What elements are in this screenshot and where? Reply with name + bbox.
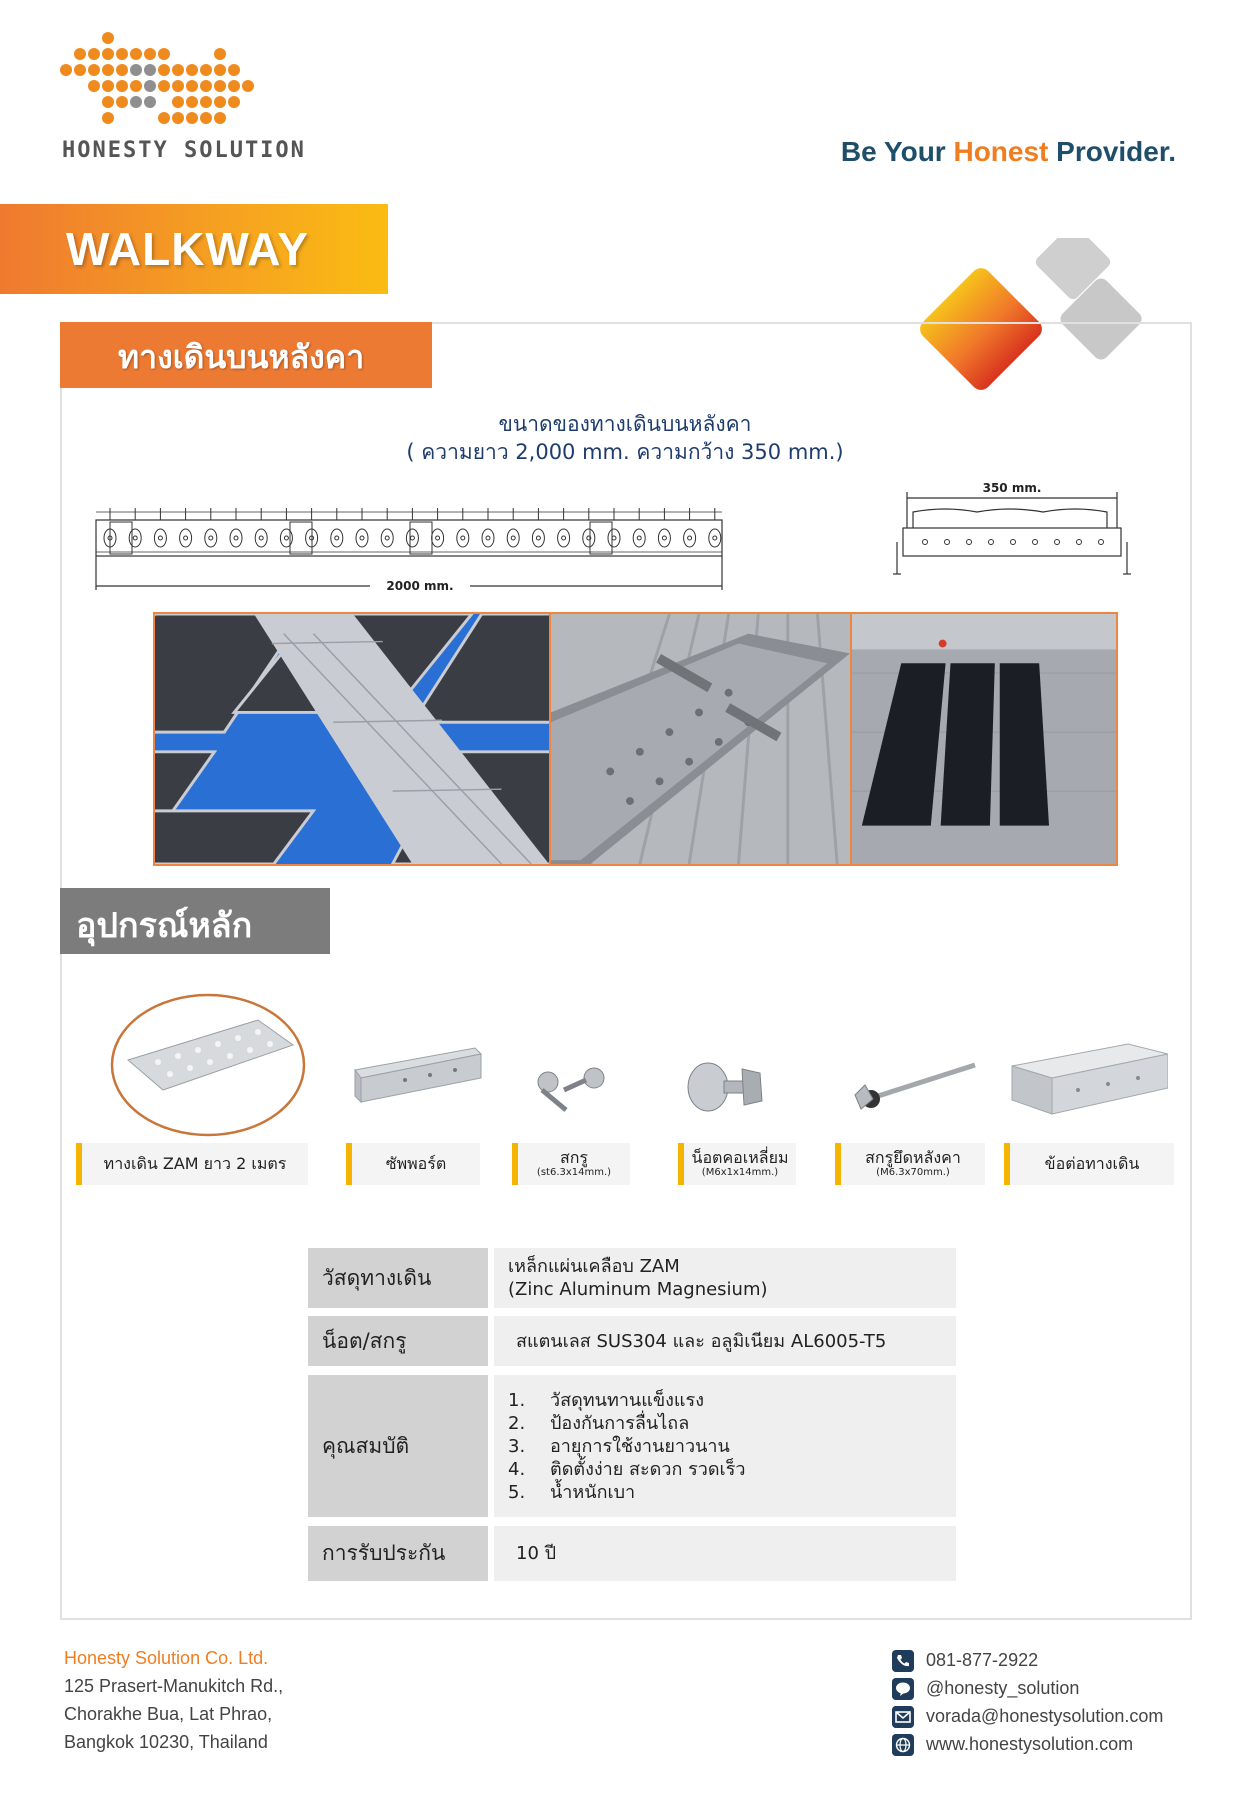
address-line2: Chorakhe Bua, Lat Phrao, [64, 1704, 273, 1724]
equipment-name: ซัพพอร์ต [385, 1154, 447, 1173]
spec-properties-label: คุณสมบัติ [308, 1375, 488, 1517]
equipment-label-connector [1004, 1143, 1174, 1185]
property-item: 5. น้ำหนักเบา [508, 1481, 636, 1503]
line-icon [892, 1678, 914, 1700]
photo-walkway-between-panels [153, 612, 551, 866]
screw-image [520, 1060, 620, 1120]
spec-bolt-label: น็อต/สกรู [308, 1316, 488, 1366]
spec-warranty-value [494, 1526, 956, 1581]
tagline-highlight: Honest [953, 136, 1049, 167]
equipment-spec: (M6.3x70mm.) [876, 1167, 950, 1178]
dimension-title-line1: ขนาดของทางเดินบนหลังคา [498, 412, 752, 436]
walkway-title: WALKWAY [66, 223, 309, 275]
equipment-name: ข้อต่อทางเดิน [1044, 1154, 1140, 1173]
equipment-spec: (st6.3x14mm.) [536, 1167, 612, 1178]
walkway-connector-image [1008, 1040, 1168, 1125]
contact-phone[interactable]: 081-877-2922 [926, 1650, 1039, 1670]
spec-material-line2: (Zinc Aluminum Magnesium) [508, 1279, 768, 1300]
globe-icon [892, 1734, 914, 1756]
drawing-width-label: 350 mm. [982, 481, 1042, 495]
property-item: 2. ป้องกันการลื่นไถล [508, 1412, 690, 1434]
tagline [841, 136, 1176, 168]
equipment-name: สกรู [559, 1148, 589, 1167]
brand-name: HONESTY SOLUTION [62, 138, 306, 163]
spec-properties-list [494, 1375, 956, 1517]
address-line1: 125 Prasert-Manukitch Rd., [64, 1676, 284, 1696]
spec-bolt-value [494, 1316, 956, 1366]
phone-icon [892, 1650, 914, 1672]
equipment-label-support [346, 1143, 480, 1185]
photo-aerial-solar-roof [850, 612, 1118, 866]
drawing-length-label: 2000 mm. [386, 579, 454, 593]
company-logo-mark [60, 30, 270, 140]
walkway-width-drawing [885, 478, 1145, 588]
equipment-name: น็อตคอเหลี่ยม [691, 1148, 789, 1167]
equipment-label-bolt [678, 1143, 796, 1185]
tagline-part2: Provider. [1048, 136, 1176, 167]
contact-email[interactable]: vorada@honestysolution.com [926, 1706, 1164, 1726]
section1-title: ทางเดินบนหลังคา [118, 338, 365, 376]
spec-material-line1: เหล็กแผ่นเคลือบ ZAM [508, 1256, 680, 1277]
spec-warranty-label: การรับประกัน [308, 1526, 488, 1581]
company-name: Honesty Solution Co. Ltd. [64, 1648, 269, 1668]
walkway-length-drawing [90, 498, 740, 598]
property-item: 1. วัสดุทนทานแข็งแรง [508, 1389, 704, 1411]
photo-walkway-on-roof [549, 612, 852, 866]
equipment-name: สกรูยึดหลังคา [865, 1148, 961, 1167]
walkway-panel-image [108, 990, 308, 1140]
equipment-label-screw [512, 1143, 630, 1185]
equipment-label-roof-screw [835, 1143, 985, 1185]
contact-line[interactable]: @honesty_solution [926, 1678, 1080, 1698]
carriage-bolt-image [680, 1055, 770, 1120]
address-line3: Bangkok 10230, Thailand [64, 1732, 268, 1752]
dimension-title [300, 410, 950, 466]
support-bracket-image [345, 1040, 485, 1120]
email-icon [892, 1706, 914, 1728]
spec-material-label: วัสดุทางเดิน [308, 1248, 488, 1308]
spec-bolt-text: สแตนเลส SUS304 และ อลูมิเนียม AL6005-T5 [516, 1330, 887, 1352]
spec-material-value [494, 1248, 956, 1308]
property-item: 4. ติดตั้งง่าย สะดวก รวดเร็ว [508, 1458, 746, 1480]
tagline-part1: Be Your [840, 136, 954, 167]
section2-title: อุปกรณ์หลัก [76, 906, 253, 946]
equipment-label-walkway [76, 1143, 308, 1185]
contact-website[interactable]: www.honestysolution.com [926, 1734, 1134, 1754]
equipment-name: ทางเดิน ZAM ยาว 2 เมตร [103, 1154, 287, 1173]
dimension-title-line2: ( ความยาว 2,000 mm. ความกว้าง 350 mm.) [406, 440, 844, 464]
property-item: 3. อายุการใช้งานยาวนาน [508, 1435, 730, 1457]
roof-screw-image [845, 1055, 980, 1120]
spec-warranty-text: 10 ปี [516, 1543, 557, 1564]
equipment-spec: (M6x1x14mm.) [701, 1167, 779, 1178]
